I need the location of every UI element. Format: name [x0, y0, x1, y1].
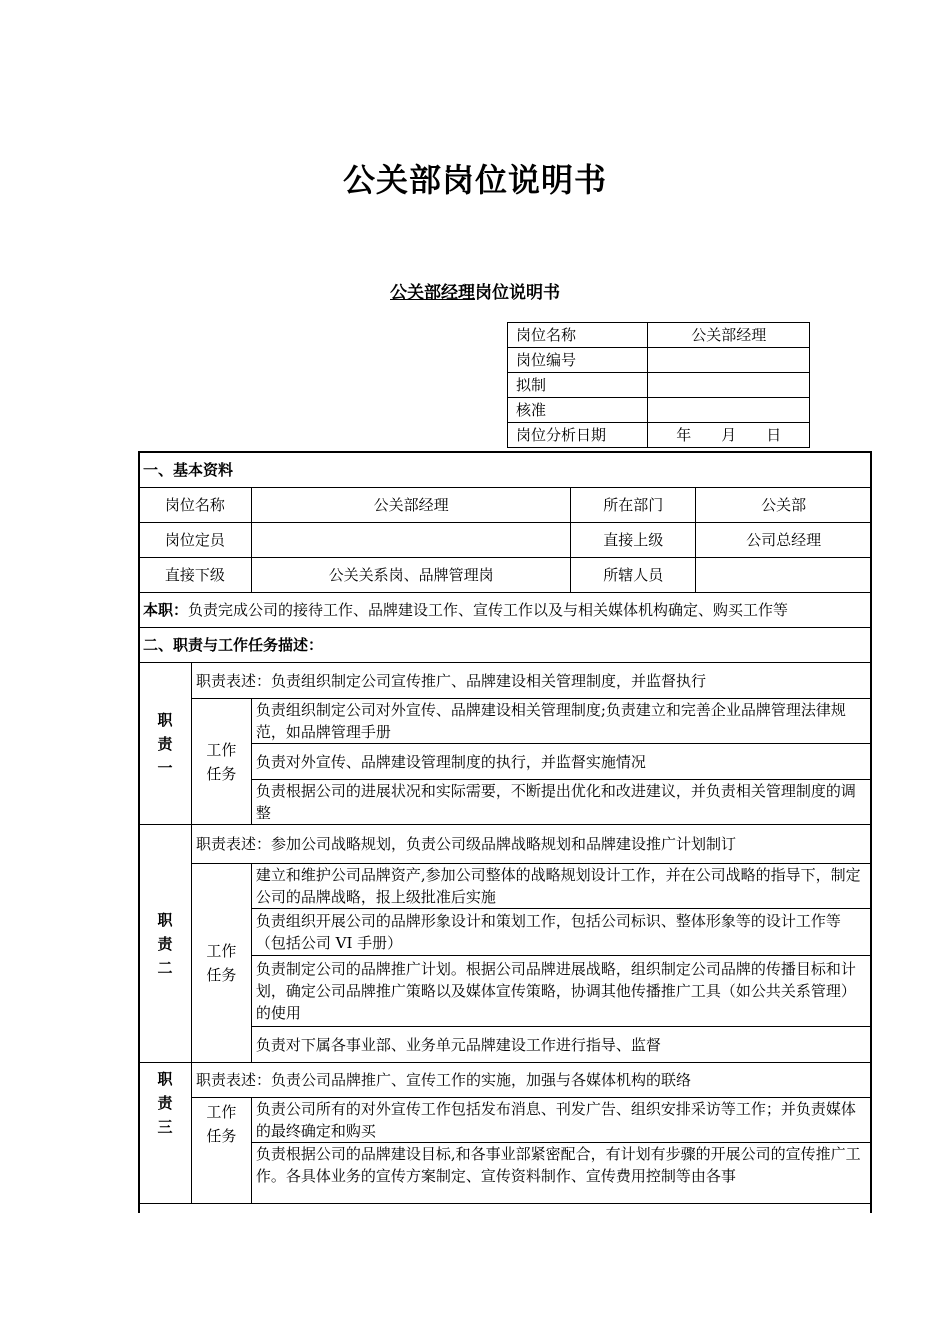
basic-label: 直接下级	[139, 558, 252, 593]
duty-3-label: 职 责 三	[139, 1063, 192, 1204]
main-table	[138, 452, 872, 1204]
duty-1-task: 负责组织制定公司对外宣传、品牌建设相关管理制度;负责建立和完善企业品牌管理法律规范，如品牌管理手册	[251, 699, 871, 744]
info-value	[648, 348, 810, 373]
subtitle-rest: 岗位说明书	[475, 283, 560, 303]
basic-value	[696, 558, 872, 593]
duty-3-task: 负责公司所有的对外宣传工作包括发布消息、刊发广告、组织安排采访等工作；并负责媒体的最终确定和购买	[251, 1098, 871, 1143]
role-text: 负责完成公司的接待工作、品牌建设工作、宣传工作以及与相关媒体机构确定、购买工作等	[188, 601, 789, 619]
duty-3-statement: 职责表述：负责公司品牌推广、宣传工作的实施，加强与各媒体机构的联络	[191, 1063, 871, 1098]
info-label: 岗位编号	[508, 348, 648, 373]
info-label: 岗位名称	[508, 323, 648, 348]
duty-1-label: 职 责 一	[139, 663, 192, 825]
basic-value: 公关部经理	[251, 488, 571, 523]
duty-2-task: 负责组织开展公司的品牌形象设计和策划工作，包括公司标识、整体形象等的设计工作等（包括公司 VI 手册）	[251, 909, 871, 956]
basic-value: 公司总经理	[696, 523, 872, 558]
duty-1-task: 负责根据公司的进展状况和实际需要，不断提出优化和改进建议，并负责相关管理制度的调整	[251, 780, 871, 825]
basic-label: 所辖人员	[571, 558, 696, 593]
duty-2-task: 负责对下属各事业部、业务单元品牌建设工作进行指导、监督	[251, 1027, 871, 1063]
duty-1-statement: 职责表述：负责组织制定公司宣传推广、品牌建设相关管理制度，并监督执行	[191, 663, 871, 699]
section-basic-heading: 一、基本资料	[139, 453, 872, 488]
info-value: 公关部经理	[648, 323, 810, 348]
basic-label: 所在部门	[571, 488, 696, 523]
basic-label: 岗位定员	[139, 523, 252, 558]
main-form	[138, 451, 872, 1213]
info-value: 年 月 日	[648, 423, 810, 448]
info-value	[648, 398, 810, 423]
duty-2-task: 建立和维护公司品牌资产,参加公司整体的战略规划设计工作，并在公司战略的指导下，制定公司的品牌战略，报上级批准后实施	[251, 864, 871, 909]
basic-label: 直接上级	[571, 523, 696, 558]
info-label: 拟制	[508, 373, 648, 398]
section-duties-heading: 二、职责与工作任务描述：	[139, 628, 872, 663]
duty-2-label: 职 责 二	[139, 825, 192, 1063]
duty-3-work-label: 工作 任务	[191, 1098, 251, 1204]
page-title: 公关部岗位说明书	[342, 161, 607, 199]
subtitle-position: 公关部经理	[390, 283, 475, 303]
duty-2-task: 负责制定公司的品牌推广计划。根据公司品牌进展战略，组织制定公司品牌的传播目标和计划，确定公司品牌推广策略以及媒体宣传策略，协调其他传播推广工具（如公共关系管理）的使用	[251, 956, 871, 1027]
duty-3-task: 负责根据公司的品牌建设目标,和各事业部紧密配合，有计划有步骤的开展公司的宣传推广工作。各具体业务的宣传方案制定、宣传资料制作、宣传费用控制等由各事	[251, 1143, 871, 1204]
info-value	[648, 373, 810, 398]
basic-label: 岗位名称	[139, 488, 252, 523]
info-table	[507, 322, 810, 448]
basic-value: 公关关系岗、品牌管理岗	[251, 558, 571, 593]
role-label: 本职：	[143, 601, 189, 619]
subtitle	[0, 278, 950, 303]
duty-1-work-label: 工作 任务	[191, 699, 251, 825]
duty-2-statement: 职责表述：参加公司战略规划，负责公司级品牌战略规划和品牌建设推广计划制订	[191, 825, 871, 864]
duty-1-task: 负责对外宣传、品牌建设管理制度的执行，并监督实施情况	[251, 744, 871, 780]
basic-value: 公关部	[696, 488, 872, 523]
info-label: 核准	[508, 398, 648, 423]
role-row	[139, 593, 872, 628]
basic-value	[251, 523, 571, 558]
duty-2-work-label: 工作 任务	[191, 864, 251, 1063]
info-label: 岗位分析日期	[508, 423, 648, 448]
